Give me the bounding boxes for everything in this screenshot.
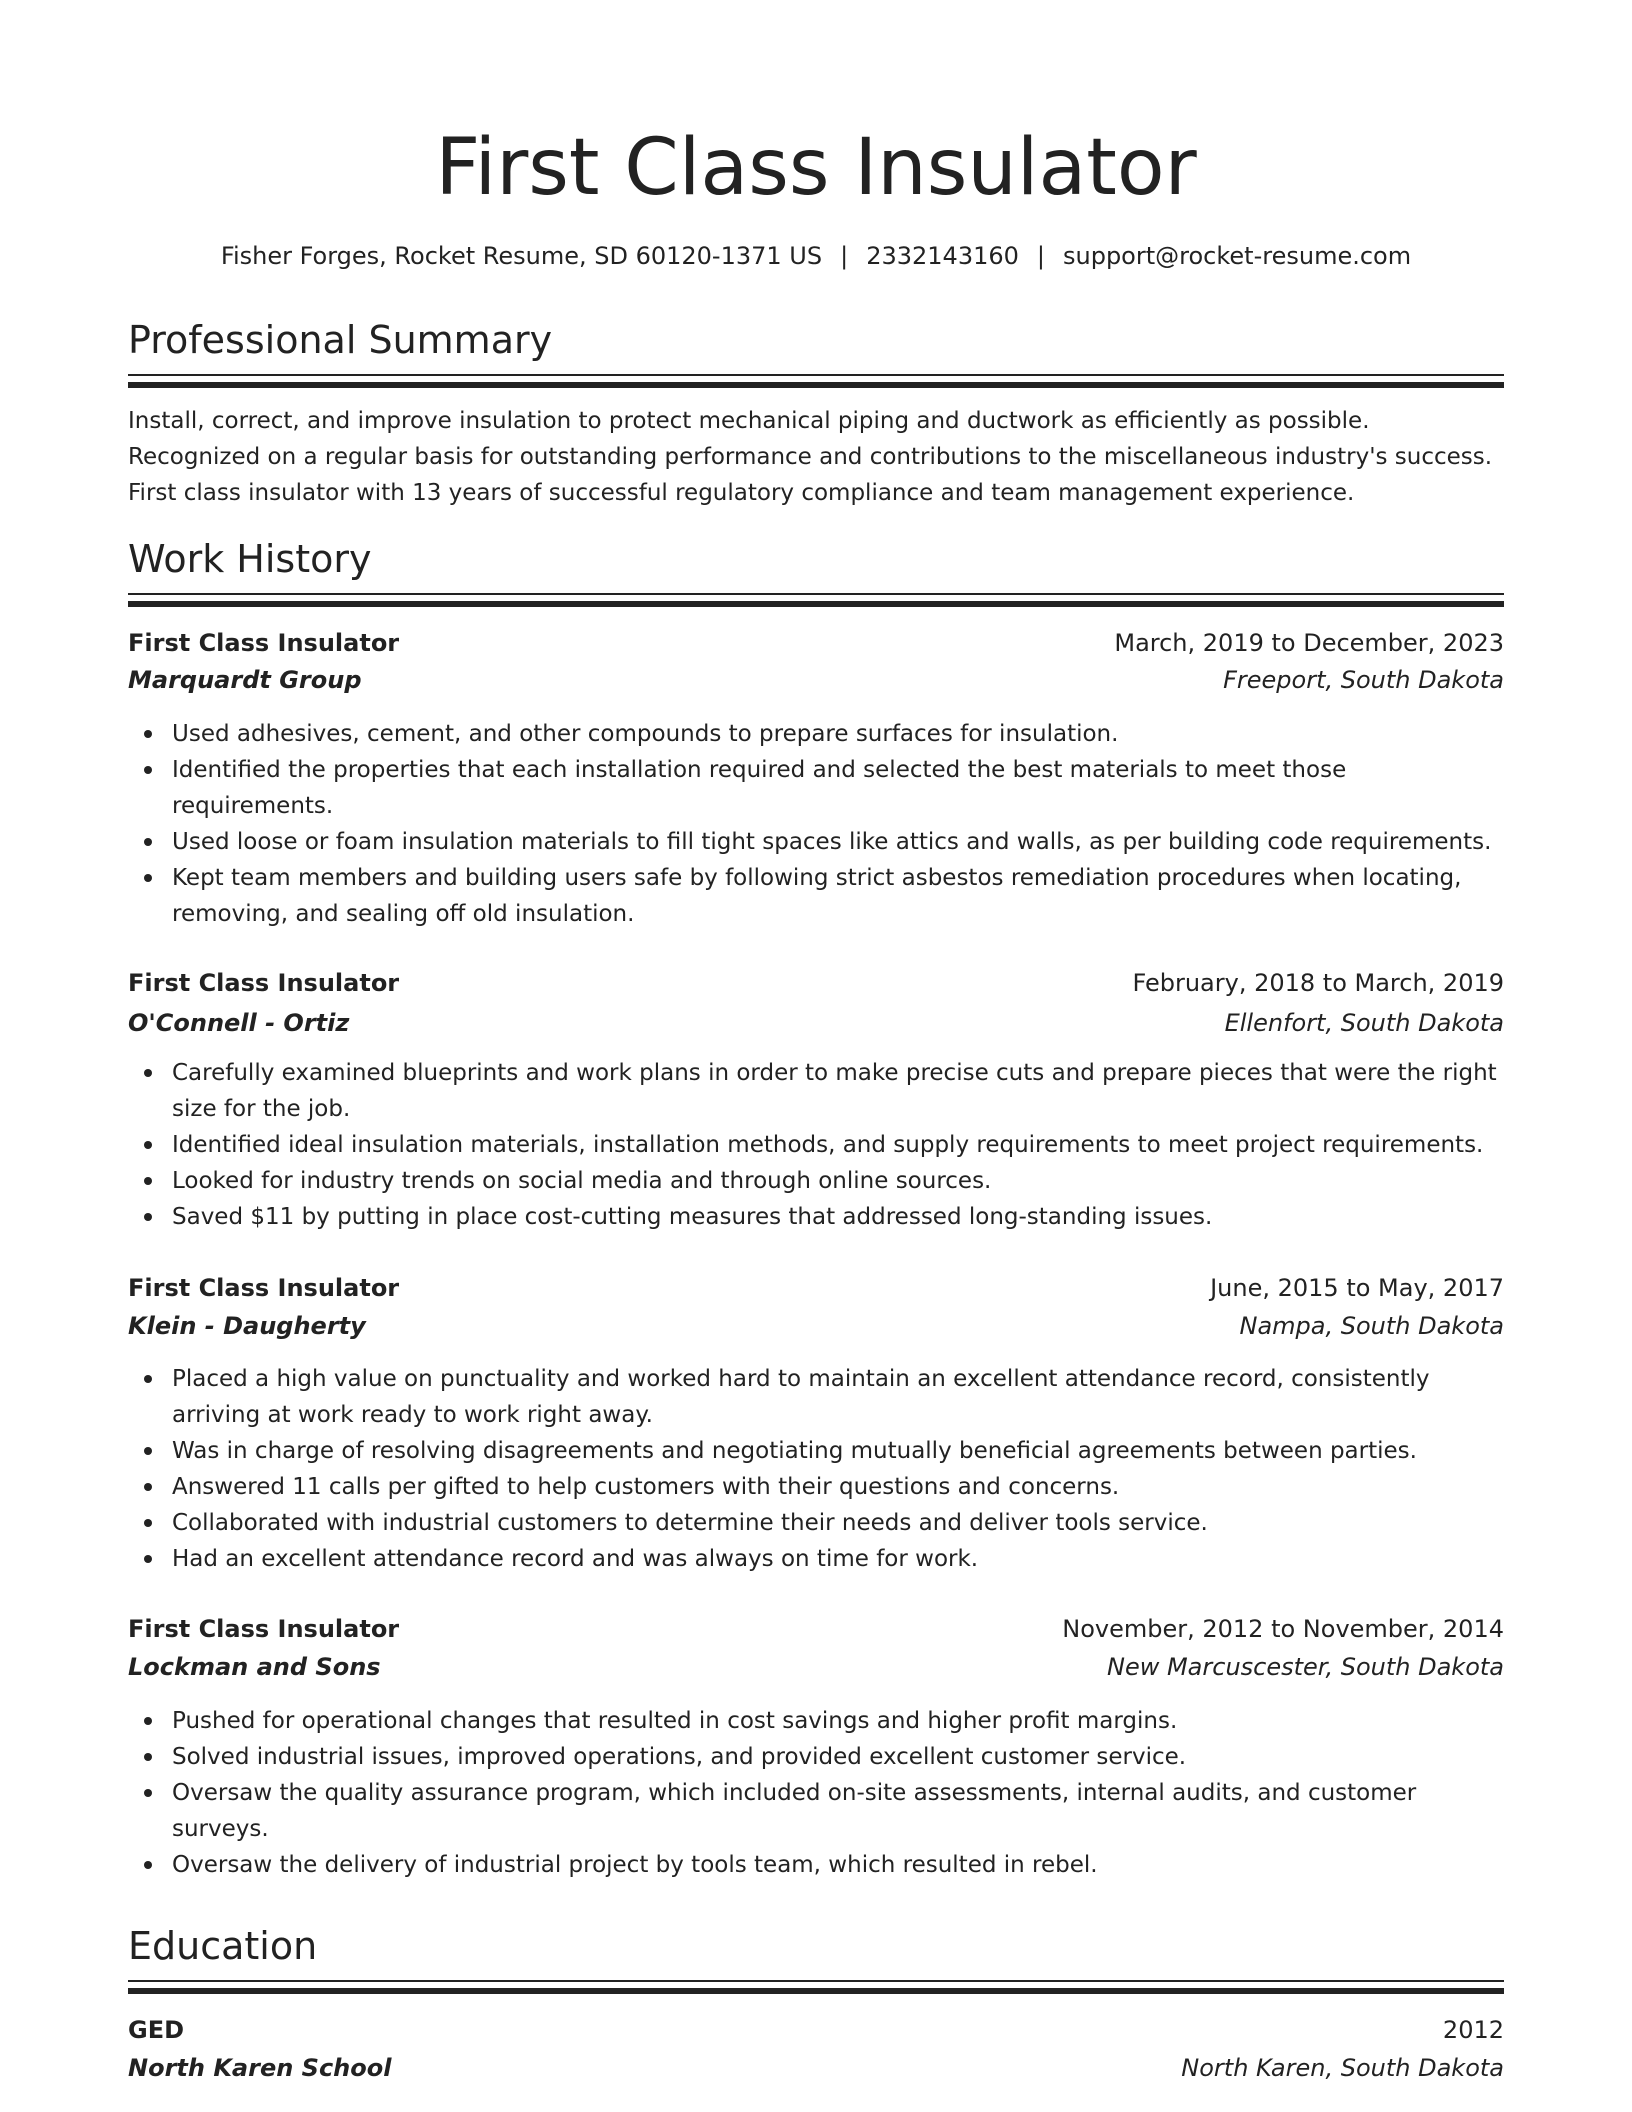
contact-email: support@rocket-resume.com xyxy=(1063,242,1412,270)
list-item: Identified the properties that each installation required and selected the best materials to meet those requirements. xyxy=(128,752,1504,824)
education-location: North Karen, South Dakota xyxy=(1181,2054,1504,2082)
job-location: New Marcuscester, South Dakota xyxy=(1107,1653,1504,1681)
list-item: Answered 11 calls per gifted to help customers with their questions and concerns. xyxy=(128,1469,1504,1505)
education-header xyxy=(128,2012,1504,2048)
job-company: Lockman and Sons xyxy=(128,1653,381,1681)
job-header xyxy=(128,965,1504,1001)
job-company: Marquardt Group xyxy=(128,666,362,694)
education-degree: GED xyxy=(128,2016,185,2044)
job-dates: November, 2012 to November, 2014 xyxy=(1062,1615,1504,1643)
list-item: Placed a high value on punctuality and worked hard to maintain an excellent attendance record, consistently arriving at work ready to work right away. xyxy=(128,1361,1504,1433)
job-bullets xyxy=(128,1055,1504,1235)
contact-address: Fisher Forges, Rocket Resume, SD 60120-1371 US xyxy=(220,242,823,270)
section-rule xyxy=(128,1988,1504,1994)
section-rule xyxy=(128,1980,1504,1982)
job-dates: March, 2019 to December, 2023 xyxy=(1114,629,1504,657)
section-title-education: Education xyxy=(128,1924,318,1968)
list-item: Carefully examined blueprints and work plans in order to make precise cuts and prepare pieces that were the right size for the job. xyxy=(128,1055,1504,1127)
job-bullets xyxy=(128,1703,1504,1883)
job-company: Klein - Daugherty xyxy=(128,1312,366,1340)
job-location: Nampa, South Dakota xyxy=(1239,1312,1504,1340)
job-header xyxy=(128,625,1504,661)
list-item: Saved $11 by putting in place cost-cutting measures that addressed long-standing issues. xyxy=(128,1199,1504,1235)
section-title-summary: Professional Summary xyxy=(128,318,553,362)
job-header xyxy=(128,1270,1504,1306)
job-dates: June, 2015 to May, 2017 xyxy=(1210,1274,1504,1302)
education-subheader xyxy=(128,2050,1504,2086)
education-year: 2012 xyxy=(1442,2016,1504,2044)
job-subheader xyxy=(128,1649,1504,1685)
summary-line: Install, correct, and improve insulation to protect mechanical piping and ductwork as efficiently as possible. xyxy=(128,408,1370,434)
list-item: Used adhesives, cement, and other compounds to prepare surfaces for insulation. xyxy=(128,716,1504,752)
list-item: Looked for industry trends on social media and through online sources. xyxy=(128,1163,1504,1199)
section-title-work: Work History xyxy=(128,537,372,581)
section-rule xyxy=(128,593,1504,595)
job-subheader xyxy=(128,1005,1504,1041)
job-company: O'Connell - Ortiz xyxy=(128,1009,350,1037)
summary-line: First class insulator with 13 years of successful regulatory compliance and team management experience. xyxy=(128,480,1355,506)
job-role: First Class Insulator xyxy=(128,969,400,997)
section-rule xyxy=(128,601,1504,607)
list-item: Oversaw the quality assurance program, which included on-site assessments, internal audits, and customer surveys. xyxy=(128,1775,1504,1847)
job-location: Freeport, South Dakota xyxy=(1223,666,1504,694)
job-bullets xyxy=(128,716,1504,932)
summary-line: Recognized on a regular basis for outstanding performance and contributions to the miscellaneous industry's success. xyxy=(128,444,1493,470)
list-item: Had an excellent attendance record and was always on time for work. xyxy=(128,1541,1504,1577)
list-item: Solved industrial issues, improved operations, and provided excellent customer service. xyxy=(128,1739,1504,1775)
contact-phone: 2332143160 xyxy=(866,242,1019,270)
resume-name: First Class Insulator xyxy=(435,123,1197,213)
job-dates: February, 2018 to March, 2019 xyxy=(1132,969,1504,997)
job-header xyxy=(128,1611,1504,1647)
list-item: Pushed for operational changes that resulted in cost savings and higher profit margins. xyxy=(128,1703,1504,1739)
contact-line xyxy=(128,239,1504,273)
education-school: North Karen School xyxy=(128,2054,392,2082)
list-item: Oversaw the delivery of industrial project by tools team, which resulted in rebel. xyxy=(128,1847,1504,1883)
list-item: Collaborated with industrial customers to determine their needs and deliver tools service. xyxy=(128,1505,1504,1541)
list-item: Was in charge of resolving disagreements and negotiating mutually beneficial agreements between parties. xyxy=(128,1433,1504,1469)
section-rule xyxy=(128,374,1504,376)
list-item: Kept team members and building users safe by following strict asbestos remediation procedures when locating, removing, and sealing off old insulation. xyxy=(128,860,1504,932)
job-bullets xyxy=(128,1361,1504,1577)
contact-separator: | xyxy=(1036,242,1045,270)
job-role: First Class Insulator xyxy=(128,1615,400,1643)
contact-separator: | xyxy=(840,242,849,270)
list-item: Used loose or foam insulation materials to fill tight spaces like attics and walls, as per building code requirements. xyxy=(128,824,1504,860)
job-location: Ellenfort, South Dakota xyxy=(1224,1009,1504,1037)
job-role: First Class Insulator xyxy=(128,1274,400,1302)
section-rule xyxy=(128,382,1504,388)
summary-text xyxy=(128,403,1504,511)
job-subheader xyxy=(128,662,1504,698)
list-item: Identified ideal insulation materials, installation methods, and supply requirements to meet project requirements. xyxy=(128,1127,1504,1163)
job-subheader xyxy=(128,1308,1504,1344)
job-role: First Class Insulator xyxy=(128,629,400,657)
